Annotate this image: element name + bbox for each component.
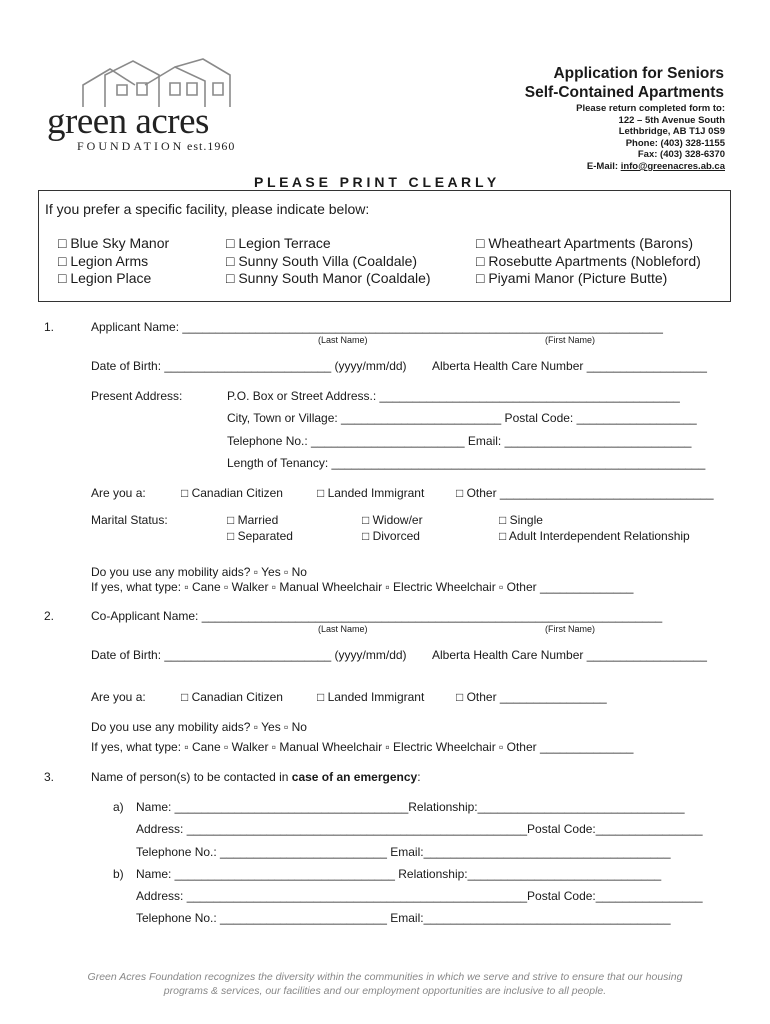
facility-option[interactable]: □ Piyami Manor (Picture Butte) bbox=[476, 270, 668, 286]
logo-foundation: FOUNDATION bbox=[77, 139, 185, 153]
contact-b-telephone-email[interactable]: Telephone No.: _________________________ Email:_____________________________________ bbox=[136, 911, 671, 925]
form-title-line1: Application for Seniors bbox=[553, 65, 724, 82]
return-address-line2: Lethbridge, AB T1J 0S9 bbox=[618, 126, 725, 138]
footer-line-2: programs & services, our facilities and our employment opportunities are inclusive to all people. bbox=[163, 985, 607, 997]
city-postal-field[interactable]: City, Town or Village: ________________________ Postal Code: __________________ bbox=[227, 411, 697, 425]
separated-checkbox[interactable]: □ Separated bbox=[227, 529, 293, 543]
coapplicant-health-number-field[interactable]: Alberta Health Care Number __________________ bbox=[432, 648, 707, 662]
email-link[interactable]: info@greenacres.ab.ca bbox=[620, 160, 725, 172]
coapplicant-last-name-caption: (Last Name) bbox=[318, 624, 368, 634]
section-3-number: 3. bbox=[44, 770, 55, 784]
contact-b-name-relationship[interactable]: Name: _________________________________ Relationship:_____________________________ bbox=[136, 867, 662, 881]
applicant-last-name-caption: (Last Name) bbox=[318, 335, 368, 345]
contact-a-telephone-email[interactable]: Telephone No.: _________________________ Email:_____________________________________ bbox=[136, 845, 671, 859]
section-2-number: 2. bbox=[44, 609, 55, 623]
applicant-dob-field[interactable]: Date of Birth: _________________________ (yyyy/mm/dd) bbox=[91, 359, 407, 373]
divorced-checkbox[interactable]: □ Divorced bbox=[362, 529, 420, 543]
canadian-citizen-checkbox[interactable]: □ Canadian Citizen bbox=[181, 486, 283, 500]
coapplicant-are-you-label: Are you a: bbox=[91, 690, 146, 704]
return-address-line1: 122 – 5th Avenue South bbox=[618, 114, 725, 126]
return-address-block bbox=[576, 103, 725, 173]
coapplicant-immigrant-checkbox[interactable]: □ Landed Immigrant bbox=[317, 690, 425, 704]
mobility-aid-type-options[interactable]: If yes, what type: ▫ Cane ▫ Walker ▫ Manual Wheelchair ▫ Electric Wheelchair ▫ Other ______________ bbox=[91, 580, 634, 594]
emergency-prompt-bold: case of an emergency bbox=[291, 770, 418, 784]
married-checkbox[interactable]: □ Married bbox=[227, 513, 279, 527]
mobility-aids-question[interactable]: Do you use any mobility aids? ▫ Yes ▫ No bbox=[91, 565, 307, 579]
footer-line-1: Green Acres Foundation recognizes the diversity within the communities in which we serve and strive to ensure that our housing bbox=[87, 971, 683, 983]
emergency-prompt-text: Name of person(s) to be contacted in bbox=[91, 770, 292, 784]
marital-status-label: Marital Status: bbox=[91, 513, 168, 527]
contact-b-label: b) bbox=[113, 867, 124, 881]
are-you-label: Are you a: bbox=[91, 486, 146, 500]
facility-option[interactable]: □ Blue Sky Manor bbox=[58, 235, 170, 251]
coapplicant-mobility-type-options[interactable]: If yes, what type: ▫ Cane ▫ Walker ▫ Manual Wheelchair ▫ Electric Wheelchair ▫ Other ______________ bbox=[91, 740, 634, 754]
coapplicant-mobility-question[interactable]: Do you use any mobility aids? ▫ Yes ▫ No bbox=[91, 720, 307, 734]
facility-option[interactable]: □ Sunny South Manor (Coaldale) bbox=[226, 270, 431, 286]
form-title-line2: Self-Contained Apartments bbox=[524, 84, 724, 101]
inclusivity-statement bbox=[0, 970, 770, 998]
length-of-tenancy-field[interactable]: Length of Tenancy: ________________________________________________________ bbox=[227, 456, 706, 470]
contact-b-address-postal[interactable]: Address: ___________________________________________________Postal Code:________________ bbox=[136, 889, 703, 903]
telephone-email-field[interactable]: Telephone No.: _______________________ Email: ____________________________ bbox=[227, 434, 692, 448]
phone-number: Phone: (403) 328-1155 bbox=[625, 137, 725, 149]
contact-a-name-relationship[interactable]: Name: ___________________________________Relationship:_______________________________ bbox=[136, 800, 685, 814]
applicant-health-number-field[interactable]: Alberta Health Care Number __________________ bbox=[432, 359, 707, 373]
emergency-contact-prompt bbox=[91, 770, 421, 784]
facility-column-3 bbox=[476, 235, 701, 288]
present-address-label: Present Address: bbox=[91, 389, 183, 403]
coapplicant-dob-field[interactable]: Date of Birth: _________________________ (yyyy/mm/dd) bbox=[91, 648, 407, 662]
coapplicant-name-field[interactable]: Co-Applicant Name: _____________________________________________________________________ bbox=[91, 609, 663, 623]
widower-checkbox[interactable]: □ Widow/er bbox=[362, 513, 423, 527]
applicant-first-name-caption: (First Name) bbox=[545, 335, 595, 345]
facility-option[interactable]: □ Sunny South Villa (Coaldale) bbox=[226, 252, 418, 269]
print-clearly-heading: P L E A S E P R I N T C L E A R L Y bbox=[254, 174, 497, 190]
applicant-name-field[interactable]: Applicant Name: ________________________________________________________________________ bbox=[91, 320, 663, 334]
coapplicant-other-field[interactable]: □ Other ________________ bbox=[456, 690, 607, 704]
email-line bbox=[576, 161, 725, 173]
facility-option[interactable]: □ Wheatheart Apartments (Barons) bbox=[476, 235, 693, 251]
facility-option[interactable]: □ Rosebutte Apartments (Nobleford) bbox=[476, 252, 701, 269]
facility-option[interactable]: □ Legion Terrace bbox=[226, 235, 331, 251]
return-label: Please return completed form to: bbox=[576, 103, 725, 114]
facility-option[interactable]: □ Legion Place bbox=[58, 270, 152, 286]
facility-option[interactable]: □ Legion Arms bbox=[58, 252, 149, 269]
adult-interdependent-checkbox[interactable]: □ Adult Interdependent Relationship bbox=[499, 529, 690, 543]
landed-immigrant-checkbox[interactable]: □ Landed Immigrant bbox=[317, 486, 425, 500]
contact-a-address-postal[interactable]: Address: ___________________________________________________Postal Code:________________ bbox=[136, 822, 703, 836]
facility-column-1 bbox=[58, 235, 169, 288]
coapplicant-first-name-caption: (First Name) bbox=[545, 624, 595, 634]
logo-wordmark: green acres bbox=[47, 101, 209, 142]
facility-prompt: If you prefer a specific facility, please indicate below: bbox=[45, 201, 370, 217]
logo-est: est.1960 bbox=[187, 139, 236, 153]
single-checkbox[interactable]: □ Single bbox=[499, 513, 543, 527]
facility-column-2 bbox=[226, 235, 431, 288]
contact-a-label: a) bbox=[113, 800, 124, 814]
street-address-field[interactable]: P.O. Box or Street Address.: _____________________________________________ bbox=[227, 389, 680, 403]
emergency-prompt-end: : bbox=[417, 770, 421, 784]
section-1-number: 1. bbox=[44, 320, 55, 334]
fax-number: Fax: (403) 328-6370 bbox=[637, 149, 725, 161]
other-status-field[interactable]: □ Other ________________________________ bbox=[456, 486, 714, 500]
email-label: E-Mail: bbox=[586, 160, 619, 172]
coapplicant-citizen-checkbox[interactable]: □ Canadian Citizen bbox=[181, 690, 283, 704]
facility-preference-box bbox=[38, 190, 731, 302]
